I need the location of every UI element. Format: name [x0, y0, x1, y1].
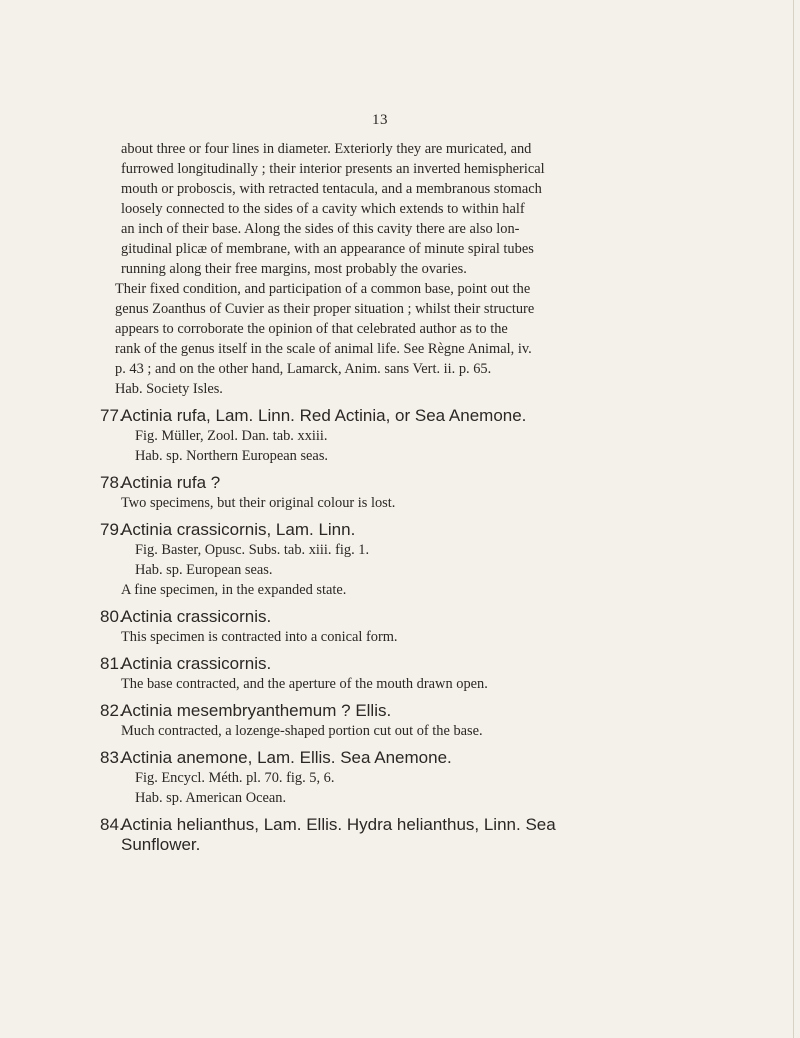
entry-number: 80.	[100, 607, 124, 626]
text-line: running along their free margins, most probably the ovaries.	[121, 261, 467, 277]
text-line: about three or four lines in diameter. Exteriorly they are muricated, and	[121, 141, 532, 157]
catalog-entry-81	[100, 653, 670, 694]
text-line: appears to corroborate the opinion of that celebrated author as to the	[115, 321, 508, 337]
text-line: mouth or proboscis, with retracted tentacula, and a membranous stomach	[121, 181, 542, 197]
catalog-entry-82	[100, 700, 670, 741]
entry-line: A fine specimen, in the expanded state.	[121, 582, 347, 598]
page-edge-line	[793, 0, 794, 1038]
entry-title: Actinia mesembryanthemum ? Ellis.	[121, 701, 392, 720]
entry-title: Actinia crassicornis, Lam. Linn.	[121, 520, 356, 539]
entry-line: Hab. sp. Northern European seas.	[135, 448, 329, 464]
text-line: rank of the genus itself in the scale of animal life. See Règne Animal, iv.	[115, 341, 532, 357]
catalog-entry-83	[100, 747, 670, 808]
entry-number: 84.	[100, 815, 124, 834]
entry-title: Actinia crassicornis.	[121, 607, 272, 626]
entry-title: Actinia crassicornis.	[121, 654, 272, 673]
text-line: genus Zoanthus of Cuvier as their proper situation ; whilst their structure	[115, 301, 535, 317]
entry-number: 81.	[100, 654, 124, 673]
entry-line: Hab. sp. European seas.	[135, 562, 273, 578]
page-number: 13	[372, 112, 388, 128]
entry-line: Fig. Müller, Zool. Dan. tab. xxiii.	[135, 428, 328, 444]
entry-line: This specimen is contracted into a conical form.	[121, 629, 398, 645]
text-line: Their fixed condition, and participation of a common base, point out the	[115, 281, 531, 297]
text-line: furrowed longitudinally ; their interior presents an inverted hemispherical	[121, 161, 545, 177]
entry-number: 83.	[100, 748, 124, 767]
entry-title: Actinia helianthus, Lam. Ellis. Hydra helianthus, Linn. Sea	[121, 815, 556, 834]
entry-number: 82.	[100, 701, 124, 720]
entry-number: 78.	[100, 473, 124, 492]
entry-line: Much contracted, a lozenge-shaped portion cut out of the base.	[121, 723, 483, 739]
entry-title: Actinia anemone, Lam. Ellis. Sea Anemone.	[121, 748, 452, 767]
text-line: an inch of their base. Along the sides of this cavity there are also lon-	[121, 221, 520, 237]
catalog-entry-84	[100, 814, 670, 855]
page-body	[100, 139, 670, 855]
catalog-entry-78	[100, 472, 670, 513]
text-line: gitudinal plicæ of membrane, with an appearance of minute spiral tubes	[121, 241, 534, 257]
entry-number: 77.	[100, 406, 124, 425]
text-line: p. 43 ; and on the other hand, Lamarck, Anim. sans Vert. ii. p. 65.	[115, 361, 492, 377]
entry-title: Actinia rufa, Lam. Linn. Red Actinia, or Sea Anemone.	[121, 406, 527, 425]
entry-line: Hab. sp. American Ocean.	[135, 790, 287, 806]
entry-line: Fig. Encycl. Méth. pl. 70. fig. 5, 6.	[135, 770, 335, 786]
entry-line: Sunflower.	[121, 835, 201, 854]
catalog-entry-79	[100, 519, 670, 600]
text-line: Hab. Society Isles.	[115, 381, 223, 397]
entry-line: The base contracted, and the aperture of the mouth drawn open.	[121, 676, 488, 692]
entry-line: Two specimens, but their original colour is lost.	[121, 495, 396, 511]
catalog-entry-80	[100, 606, 670, 647]
entry-line: Fig. Baster, Opusc. Subs. tab. xiii. fig. 1.	[135, 542, 370, 558]
entry-number: 79.	[100, 520, 124, 539]
entry-title: Actinia rufa ?	[121, 473, 221, 492]
intro-paragraph	[100, 139, 670, 279]
catalog-entry-77	[100, 405, 670, 466]
text-line: loosely connected to the sides of a cavity which extends to within half	[121, 201, 525, 217]
second-paragraph	[100, 279, 670, 399]
